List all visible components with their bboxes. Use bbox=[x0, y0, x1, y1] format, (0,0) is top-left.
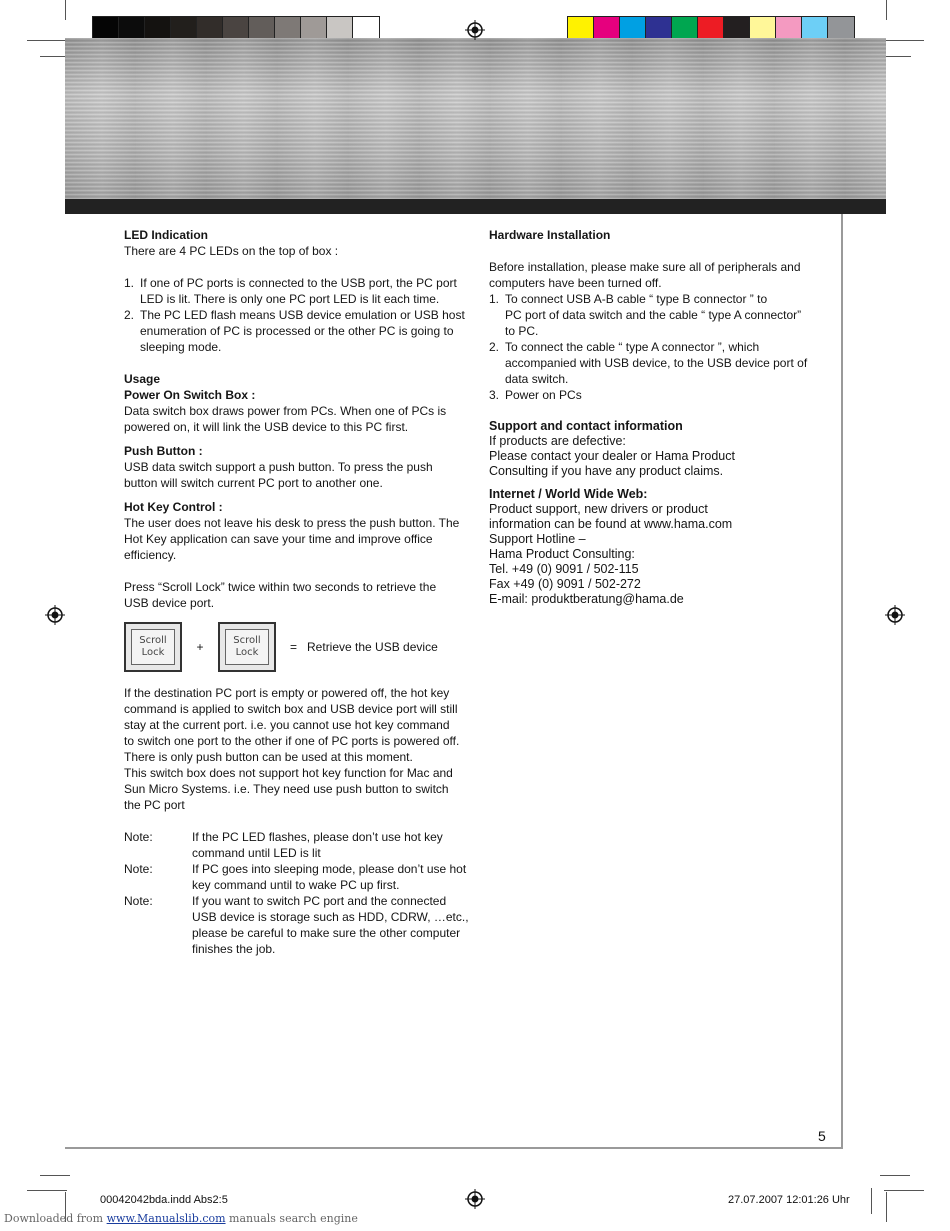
trim-mark bbox=[27, 1190, 67, 1191]
scroll-lock-key-icon: Scroll Lock bbox=[218, 622, 276, 672]
trim-mark bbox=[40, 56, 65, 57]
page-number: 5 bbox=[818, 1128, 826, 1144]
footer-timestamp: 27.07.2007 12:01:26 Uhr bbox=[728, 1194, 850, 1206]
header-metal-banner bbox=[65, 38, 886, 200]
trim-mark bbox=[871, 1188, 872, 1214]
push-button-heading: Push Button : bbox=[124, 444, 203, 458]
web-heading: Internet / World Wide Web: bbox=[489, 487, 648, 501]
support-block: Support and contact information If products are defective: Please contact your dealer or Hama Product Consulting if you have any product claims. Internet / World Wide Web: Product support, new drivers or product information can be found at www.hama.com Support Hotline – Hama Product Consulting: Tel. +49 (0) 9091 / 502-115 Fax +49 (0) 9091 / 502-272 E-mail: produktberatung@hama.de bbox=[489, 419, 824, 607]
trim-mark bbox=[880, 1175, 910, 1176]
header-dark-band bbox=[65, 199, 886, 214]
power-heading: Power On Switch Box : bbox=[124, 388, 256, 402]
scroll-lock-key-icon: Scroll Lock bbox=[124, 622, 182, 672]
trim-mark bbox=[27, 40, 67, 41]
note-item: Note: If PC goes into sleeping mode, please don’t use hot key command until to wake PC up first. bbox=[124, 862, 467, 892]
trim-mark bbox=[40, 1175, 70, 1176]
page-frame-line bbox=[65, 1147, 843, 1149]
hardware-heading: Hardware Installation bbox=[489, 228, 611, 242]
scroll-lock-key-diagram bbox=[124, 619, 469, 675]
note-item: Note: If you want to switch PC port and the connected USB device is storage such as HDD, CDRW, …etc., please be careful to make sure the other computer finishes the job. bbox=[124, 894, 469, 956]
led-heading: LED Indication bbox=[124, 228, 208, 242]
trim-mark bbox=[884, 40, 924, 41]
registration-mark-icon bbox=[885, 605, 905, 625]
right-column: Hardware Installation Before installation, please make sure all of peripherals and computers have been turned off. 1. To connect USB A-B cable “ type B connector ” to PC port of data switch and the cable “ type A connector” to PC. 2. To connect the cable “ type A connector ”, which accompanied with USB device, to the USB device port of data switch. 3. Power on PCs Support and contact information If products are defective: Please contact your dealer or Hama Product Consulting if you have any product claims. Internet / World Wide Web: Product support, new drivers or product information can be found at www.hama.com Support Hotline – Hama Product Consulting: Tel. +49 (0) 9091 / 502-115 Fax +49 (0) 9091 / 502-272 E-mail: produktberatung@hama.de bbox=[489, 227, 824, 607]
hotkey-heading: Hot Key Control : bbox=[124, 500, 223, 514]
page-frame-line bbox=[841, 214, 843, 1148]
note-item: Note: If the PC LED flashes, please don’t use hot key command until LED is lit bbox=[124, 830, 443, 860]
trim-mark bbox=[886, 56, 911, 57]
download-notice: Downloaded from www.Manualslib.com manuals search engine bbox=[4, 1212, 358, 1225]
retrieve-text: Retrieve the USB device bbox=[307, 640, 438, 654]
support-heading: Support and contact information bbox=[489, 419, 683, 433]
manualslib-link[interactable]: www.Manualslib.com bbox=[106, 1212, 226, 1225]
list-item: 2. To connect the cable “ type A connector ”, which accompanied with USB device, to the USB device port of data switch. bbox=[489, 340, 808, 386]
trim-mark bbox=[886, 1192, 887, 1222]
registration-mark-icon bbox=[45, 605, 65, 625]
left-column: LED Indication There are 4 PC LEDs on the top of box : 1. If one of PC ports is connected to the USB port, the PC port LED is lit. There is only one PC port LED is lit each time. 2. The PC LED flash means USB device emulation or USB host enumeration of PC is processed or the other PC is going to sleeping mode. Usage Power On Switch Box : Data switch box draws power from PCs. When one of PCs is powered on, it will link the USB device to this PC first. Push Button : USB data switch support a push button. To press the push button will switch current PC port to another one. Hot Key Control : The user does not leave his desk to press the push button. The Hot Key application can save your time and improve office efficiency. Press “Scroll Lock” twice within two seconds to retrieve the USB device port. Scroll Lock + Scroll Lock = Retrieve the USB device If the destination PC port is empty or powered off, the hot key command is applied to switch box and USB device port will still stay at the current port. i.e. you cannot use hot key command to switch one port to the other if one of PC ports is powered off. There is only push button can be used at this moment. This switch box does not support hot key function for Mac and Sun Micro Systems. i.e. They need use push button to switch the PC port Note: If the PC LED flashes, please don’t use hot key command until LED is lit Note: If PC goes into sleeping mode, please don’t use hot key command until to wake PC up first. Note: If you want to switch PC port and the connected USB device is storage such as HDD, CDRW, …etc., please be careful to make sure the other computer finishes the job. bbox=[124, 228, 469, 956]
equals-sign: = bbox=[290, 640, 298, 654]
registration-mark-icon bbox=[465, 20, 485, 40]
trim-mark bbox=[65, 0, 66, 20]
footer-file-info: 00042042bda.indd Abs2:5 bbox=[100, 1194, 228, 1206]
list-item: 1. If one of PC ports is connected to the USB port, the PC port LED is lit. There is only one PC port LED is lit each time. bbox=[124, 276, 457, 306]
registration-mark-icon bbox=[465, 1189, 485, 1209]
led-intro: There are 4 PC LEDs on the top of box : bbox=[124, 244, 339, 258]
usage-heading: Usage bbox=[124, 372, 161, 386]
trim-mark bbox=[886, 0, 887, 20]
plus-sign: + bbox=[196, 640, 204, 654]
list-item: 1. To connect USB A-B cable “ type B connector ” to PC port of data switch and the cable “ type A connector” to PC. bbox=[489, 292, 802, 338]
list-item: 3. Power on PCs bbox=[489, 388, 582, 402]
list-item: 2. The PC LED flash means USB device emulation or USB host enumeration of PC is processed or the other PC is going to sleeping mode. bbox=[124, 308, 465, 354]
trim-mark bbox=[884, 1190, 924, 1191]
